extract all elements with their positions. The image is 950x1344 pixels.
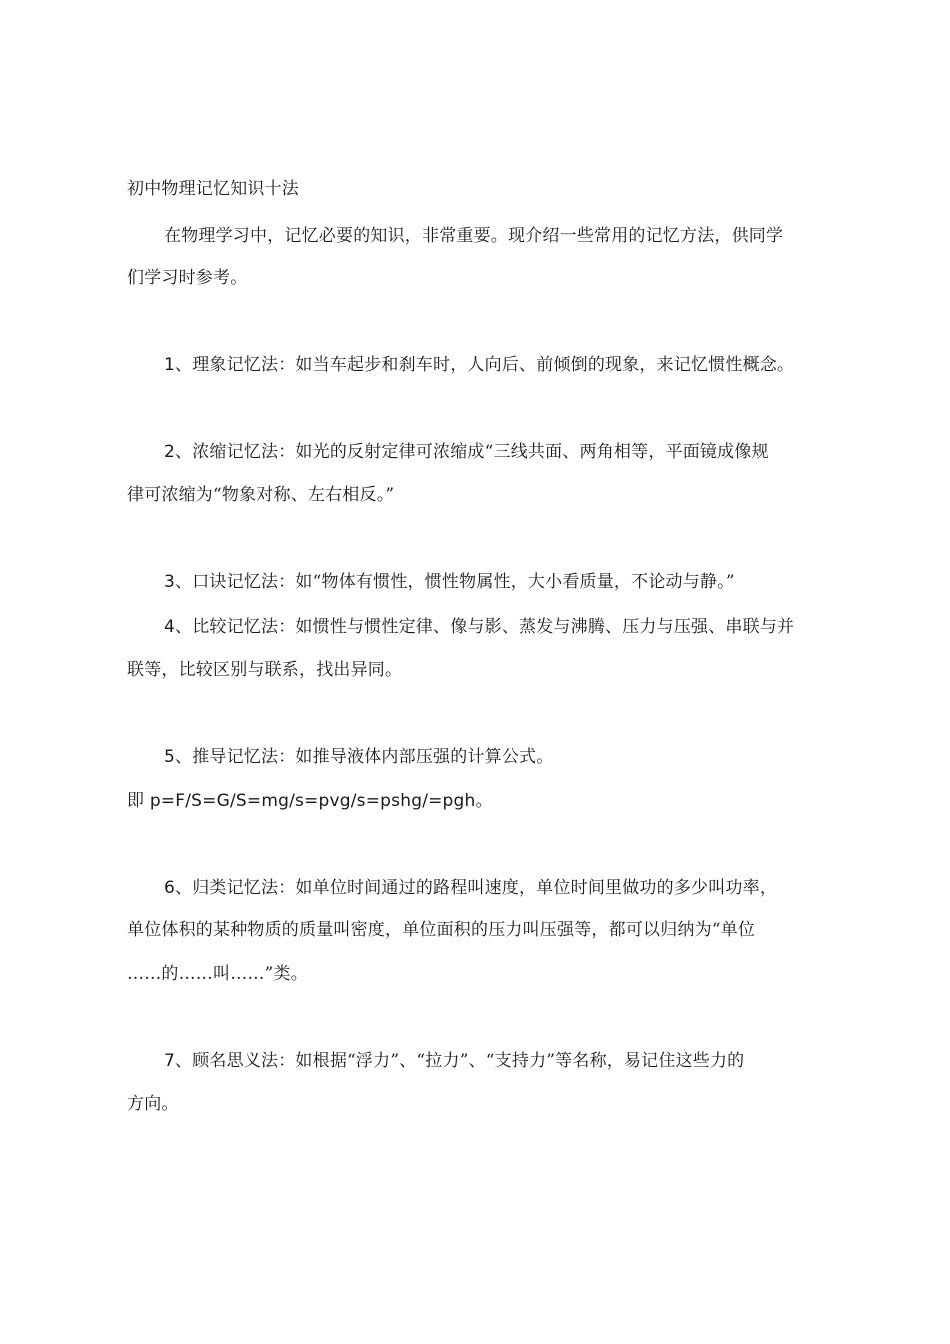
- item-text: 、顾名思义法：如根据“浮力”、“拉力”、“支持力”等名称，易记住这些力的: [175, 1051, 745, 1071]
- item-number: 3: [164, 572, 176, 592]
- item-text: 、推导记忆法：如推导液体内部压强的计算公式。: [175, 747, 554, 767]
- item-4: [164, 615, 836, 639]
- item-text: 、理象记忆法：如当车起步和刹车时，人向后、前倾倒的现象，来记忆惯性概念。: [175, 355, 795, 375]
- item-7: [164, 1049, 836, 1073]
- item-text: 、口诀记忆法：如“物体有惯性，惯性物属性，大小看质量，不论动与静。”: [175, 572, 735, 592]
- pressure-formula: p=F/S=G/S=mg/s=pvg/s=pshg/=pgh: [149, 791, 476, 811]
- item-6: [164, 876, 836, 900]
- item-3: [164, 570, 836, 594]
- item-1: [164, 353, 836, 377]
- item-2-continuation: 律可浓缩为“物象对称、左右相反。”: [127, 485, 395, 505]
- document-title: 初中物理记忆知识十法: [127, 179, 299, 199]
- item-6-continuation: 单位体积的某种物质的质量叫密度，单位面积的压力叫压强等，都可以归纳为“单位: [127, 920, 756, 940]
- item-text: 、归类记忆法：如单位时间通过的路程叫速度，单位时间里做功的多少叫功率，: [175, 878, 778, 898]
- item-number: 6: [164, 878, 176, 898]
- item-6-continuation: ……的……叫……”类。: [127, 964, 308, 984]
- item-text: 、浓缩记忆法：如光的反射定律可浓缩成“三线共面、两角相等，平面镜成像规: [175, 442, 769, 462]
- item-number: 2: [164, 442, 176, 462]
- item-number: 7: [164, 1051, 176, 1071]
- item-number: 5: [164, 747, 176, 767]
- intro-paragraph-line: 们学习时参考。: [127, 268, 248, 288]
- item-number: 4: [164, 617, 176, 637]
- item-7-continuation: 方向。: [127, 1094, 179, 1114]
- item-2: [164, 440, 836, 464]
- intro-paragraph-line: 在物理学习中，记忆必要的知识，非常重要。现介绍一些常用的记忆方法，供同学: [164, 226, 784, 246]
- item-number: 1: [164, 355, 176, 375]
- formula-prefix: 即: [127, 791, 150, 811]
- item-4-continuation: 联等，比较区别与联系，找出异同。: [127, 660, 403, 680]
- item-text: 、比较记忆法：如惯性与惯性定律、像与影、蒸发与沸腾、压力与压强、串联与并: [175, 617, 795, 637]
- item-5: [164, 745, 836, 769]
- formula-suffix: 。: [475, 791, 493, 811]
- item-5-formula-line: [127, 789, 837, 813]
